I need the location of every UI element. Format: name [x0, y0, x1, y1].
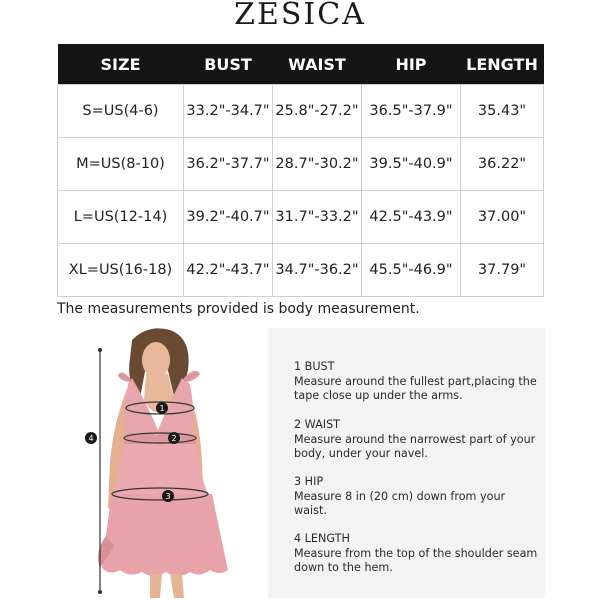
instruction-title: 4 LENGTH [294, 532, 350, 545]
length-cell: 37.79" [461, 244, 544, 297]
table-row [58, 85, 544, 138]
length-cell: 37.00" [461, 191, 544, 244]
size-cell: S=US(4-6) [58, 85, 184, 138]
instruction-title: 1 BUST [294, 360, 335, 373]
length-cell: 35.43" [461, 85, 544, 138]
hip-cell: 45.5"-46.9" [362, 244, 461, 297]
instruction-text: Measure from the top of the shoulder seam down to the hem. [294, 546, 538, 574]
header-hip: HIP [362, 44, 461, 85]
size-cell: L=US(12-14) [58, 191, 184, 244]
model-dress-photo [70, 322, 260, 600]
hip-cell: 42.5"-43.9" [362, 191, 461, 244]
bust-cell: 42.2"-43.7" [184, 244, 273, 297]
table-row [58, 138, 544, 191]
instruction-waist [294, 418, 539, 462]
bust-cell: 36.2"-37.7" [184, 138, 273, 191]
face-shape [142, 342, 170, 378]
waist-cell: 34.7"-36.2" [273, 244, 362, 297]
instruction-text: Measure around the fullest part,placing the tape close up under the arms. [294, 374, 537, 402]
header-length: LENGTH [461, 44, 544, 85]
table-row [58, 244, 544, 297]
marker-bust-label: 1 [159, 404, 165, 413]
waist-cell: 28.7"-30.2" [273, 138, 362, 191]
marker-waist-label: 2 [171, 434, 177, 443]
right-leg [170, 574, 184, 598]
waist-cell: 25.8"-27.2" [273, 85, 362, 138]
table-row [58, 191, 544, 244]
instruction-text: Measure 8 in (20 cm) down from your waist. [294, 489, 506, 517]
bust-cell: 33.2"-34.7" [184, 85, 273, 138]
size-cell: M=US(8-10) [58, 138, 184, 191]
header-size: SIZE [58, 44, 184, 85]
instruction-title: 2 WAIST [294, 418, 341, 431]
instruction-title: 3 HIP [294, 475, 324, 488]
skirt-ruffle [102, 494, 228, 576]
bust-cell: 39.2"-40.7" [184, 191, 273, 244]
length-line-top-dot [98, 348, 102, 352]
length-line-bottom-dot [98, 590, 102, 594]
instruction-text: Measure around the narrowest part of your body, under your navel. [294, 432, 536, 460]
header-waist: WAIST [273, 44, 362, 85]
header-bust: BUST [184, 44, 273, 85]
table-header-row [58, 44, 544, 85]
marker-hip-label: 3 [165, 492, 171, 501]
hip-cell: 39.5"-40.9" [362, 138, 461, 191]
measurement-note: The measurements provided is body measurement. [57, 301, 420, 317]
instruction-hip [294, 475, 539, 519]
marker-length-label: 4 [88, 434, 94, 443]
instruction-bust [294, 360, 539, 404]
brand-logo: ZESICA [234, 0, 366, 32]
length-cell: 36.22" [461, 138, 544, 191]
instruction-length [294, 532, 539, 576]
left-leg [150, 574, 162, 598]
hip-cell: 36.5"-37.9" [362, 85, 461, 138]
size-cell: XL=US(16-18) [58, 244, 184, 297]
measurement-instructions-panel [268, 328, 545, 598]
waist-cell: 31.7"-33.2" [273, 191, 362, 244]
size-chart-table [57, 44, 544, 297]
